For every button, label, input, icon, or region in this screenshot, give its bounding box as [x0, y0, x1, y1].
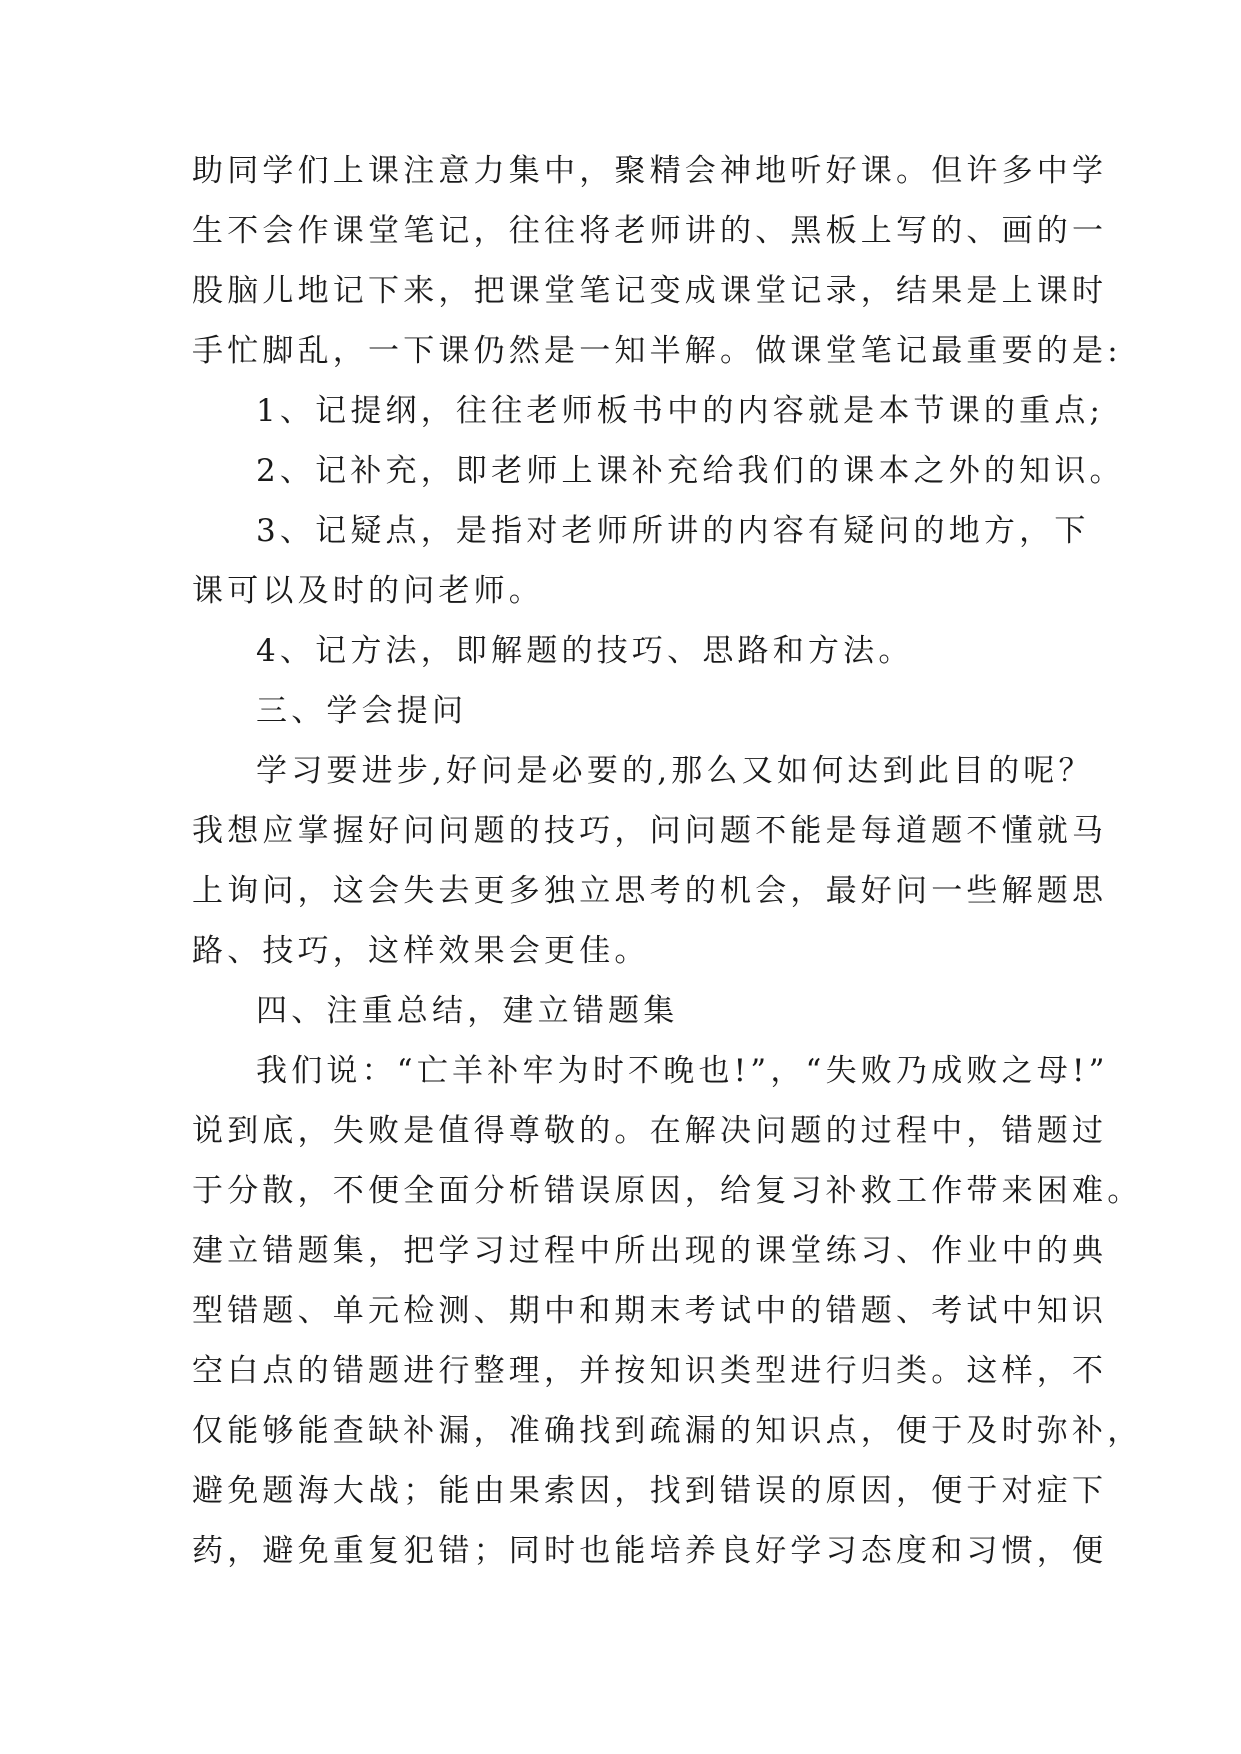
text-line: 药，避免重复犯错；同时也能培养良好学习态度和习惯，便 — [192, 1533, 1108, 1569]
text-line: 避免题海大战；能由果索因，找到错误的原因，便于对症下 — [192, 1473, 1108, 1509]
text-line: 型错题、单元检测、期中和期末考试中的错题、考试中知识 — [192, 1293, 1108, 1329]
text-line: 路、技巧，这样效果会更佳。 — [192, 933, 650, 969]
text-line: 说到底，失败是值得尊敬的。在解决问题的过程中，错题过 — [192, 1113, 1108, 1149]
text-line: 仅能够能查缺补漏，准确找到疏漏的知识点，便于及时弥补， — [192, 1413, 1143, 1449]
text-line: 建立错题集，把学习过程中所出现的课堂练习、作业中的典 — [192, 1233, 1108, 1269]
section-heading-4: 四、注重总结，建立错题集 — [256, 993, 679, 1029]
text-line: 我想应掌握好问问题的技巧，问问题不能是每道题不懂就马 — [192, 813, 1108, 849]
section-heading-3: 三、学会提问 — [256, 693, 468, 729]
text-line: 生不会作课堂笔记，往往将老师讲的、黑板上写的、画的一 — [192, 213, 1108, 249]
paragraph-start: 我们说：“亡羊补牢为时不晚也!”，“失败乃成败之母!” — [256, 1053, 1109, 1089]
list-item-2: 2、记补充，即老师上课补充给我们的课本之外的知识。 — [256, 453, 1125, 489]
list-item-4: 4、记方法，即解题的技巧、思路和方法。 — [256, 633, 914, 669]
text-line: 于分散，不便全面分析错误原因，给复习补救工作带来困难。 — [192, 1173, 1143, 1209]
list-item-1: 1、记提纲，往往老师板书中的内容就是本节课的重点; — [256, 393, 1105, 429]
text-line: 助同学们上课注意力集中，聚精会神地听好课。但许多中学 — [192, 153, 1108, 189]
text-line: 手忙脚乱，一下课仍然是一知半解。做课堂笔记最重要的是: — [192, 333, 1122, 369]
list-item-3: 3、记疑点，是指对老师所讲的内容有疑问的地方，下 — [256, 513, 1090, 549]
text-line: 空白点的错题进行整理，并按知识类型进行归类。这样，不 — [192, 1353, 1108, 1389]
text-line: 课可以及时的问老师。 — [192, 573, 544, 609]
paragraph-start: 学习要进步,好问是必要的,那么又如何达到此目的呢？ — [256, 753, 1094, 789]
text-line: 上询问，这会失去更多独立思考的机会，最好问一些解题思 — [192, 873, 1108, 909]
text-line: 股脑儿地记下来，把课堂笔记变成课堂记录，结果是上课时 — [192, 273, 1108, 309]
